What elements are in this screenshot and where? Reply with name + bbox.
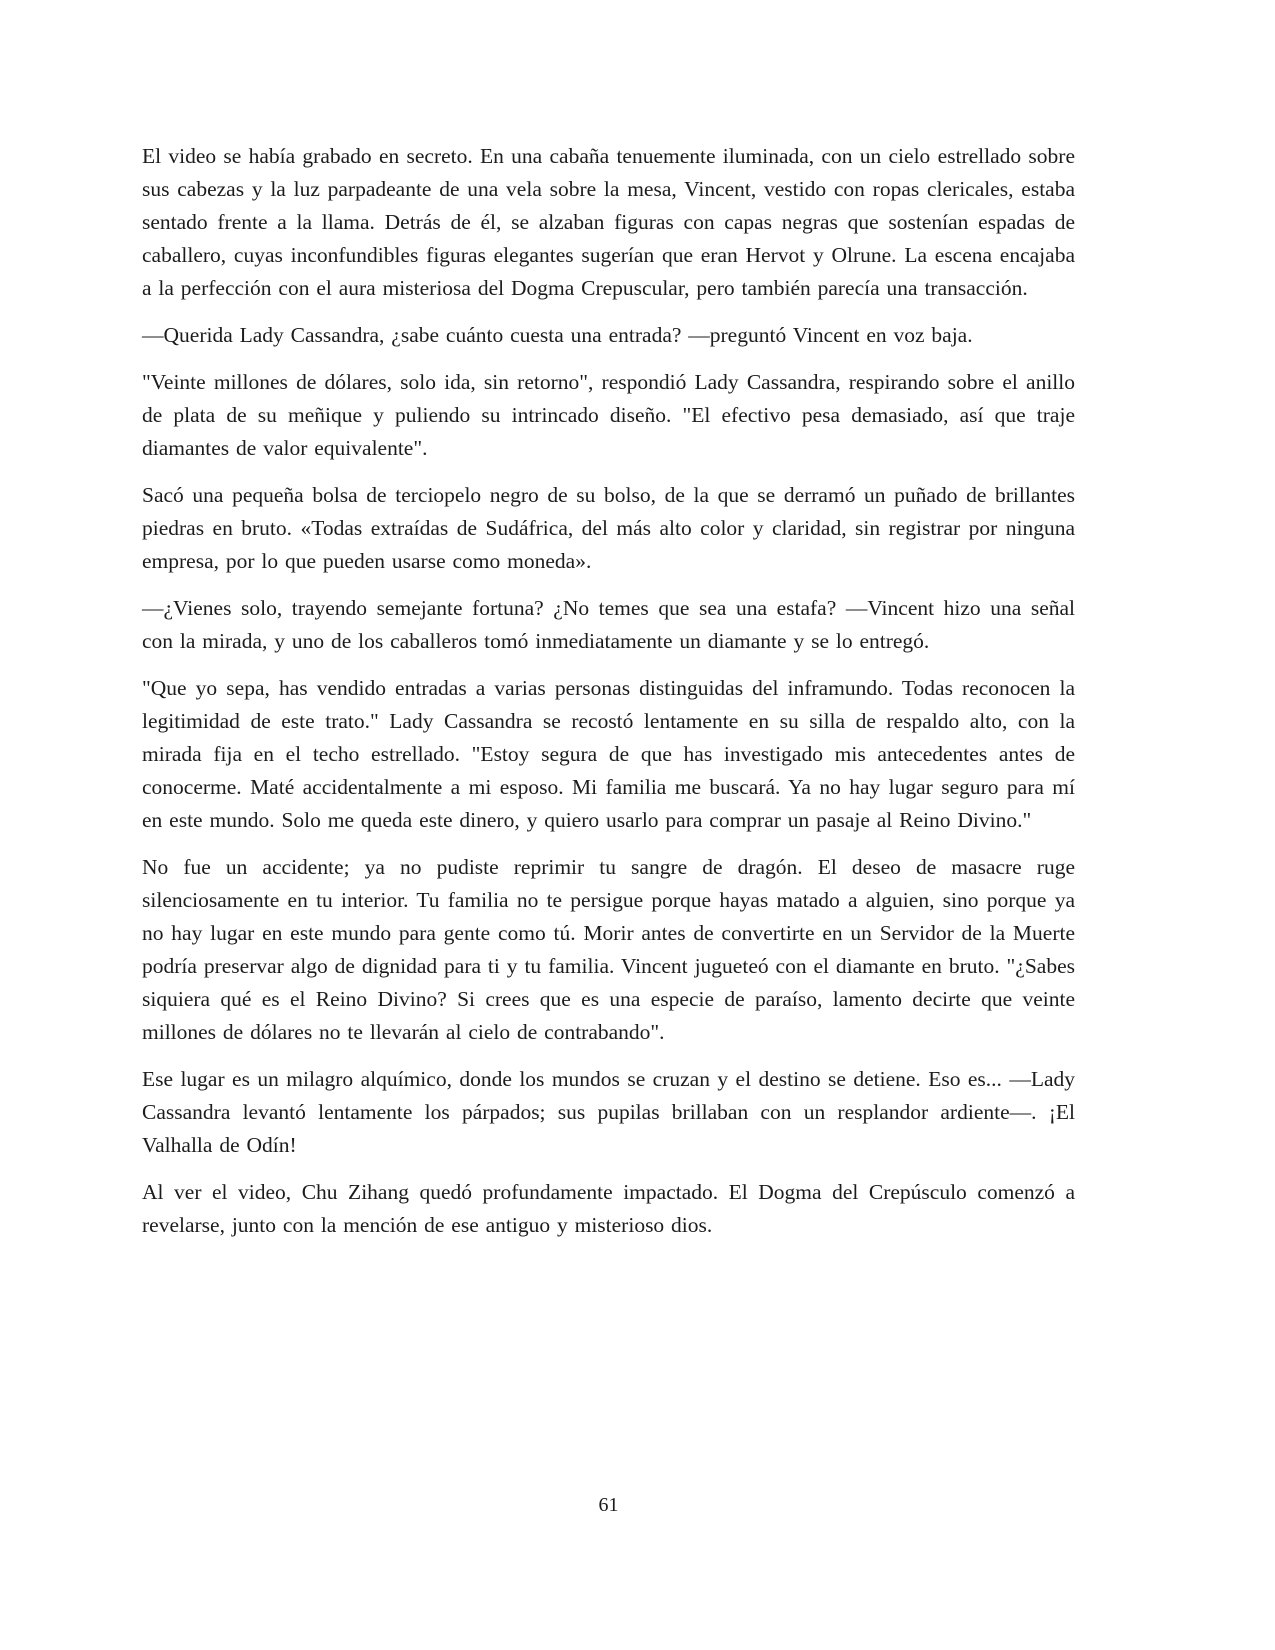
page-number: 61 <box>598 1494 619 1516</box>
paragraph: —¿Vienes solo, trayendo semejante fortuna? ¿No temes que sea una estafa? —Vincent hizo una señal con la mirada, y uno de los caballeros tomó inmediatamente un diamante y se lo entregó. <box>142 596 1075 653</box>
paragraph: El video se había grabado en secreto. En una cabaña tenuemente iluminada, con un cielo estrellado sobre sus cabezas y la luz parpadeante de una vela sobre la mesa, Vincent, vestido con ropas clericales, estaba sentado frente a la llama. Detrás de él, se alzaban figuras con capas negras que sostenían espadas de caballero, cuyas inconfundibles figuras elegantes sugerían que eran Hervot y Olrune. La escena encajaba a la perfección con el aura misteriosa del Dogma Crepuscular, pero también parecía una transacción. <box>142 144 1075 300</box>
paragraph: Sacó una pequeña bolsa de terciopelo negro de su bolso, de la que se derramó un puñado de brillantes piedras en bruto. «Todas extraídas de Sudáfrica, del más alto color y claridad, sin registrar por ninguna empresa, por lo que pueden usarse como moneda». <box>142 483 1075 573</box>
page-content <box>142 140 1075 1256</box>
paragraph: "Veinte millones de dólares, solo ida, sin retorno", respondió Lady Cassandra, respirando sobre el anillo de plata de su meñique y puliendo su intrincado diseño. "El efectivo pesa demasiado, así que traje diamantes de valor equivalente". <box>142 370 1075 460</box>
paragraph: Ese lugar es un milagro alquímico, donde los mundos se cruzan y el destino se detiene. Eso es... —Lady Cassandra levantó lentamente los párpados; sus pupilas brillaban con un resplandor ardiente—. ¡El Valhalla de Odín! <box>142 1067 1075 1157</box>
paragraph: —Querida Lady Cassandra, ¿sabe cuánto cuesta una entrada? —preguntó Vincent en voz baja. <box>142 323 973 347</box>
paragraph: No fue un accidente; ya no pudiste reprimir tu sangre de dragón. El deseo de masacre ruge silenciosamente en tu interior. Tu familia no te persigue porque hayas matado a alguien, sino porque ya no hay lugar en este mundo para gente como tú. Morir antes de convertirte en un Servidor de la Muerte podría preservar algo de dignidad para ti y tu familia. Vincent jugueteó con el diamante en bruto. "¿Sabes siquiera qué es el Reino Divino? Si crees que es una especie de paraíso, lamento decirte que veinte millones de dólares no te llevarán al cielo de contrabando". <box>142 855 1075 1044</box>
paragraph: Al ver el video, Chu Zihang quedó profundamente impactado. El Dogma del Crepúsculo comenzó a revelarse, junto con la mención de ese antiguo y misterioso dios. <box>142 1180 1075 1237</box>
paragraph: "Que yo sepa, has vendido entradas a varias personas distinguidas del inframundo. Todas reconocen la legitimidad de este trato." Lady Cassandra se recostó lentamente en su silla de respaldo alto, con la mirada fija en el techo estrellado. "Estoy segura de que has investigado mis antecedentes antes de conocerme. Maté accidentalmente a mi esposo. Mi familia me buscará. Ya no hay lugar seguro para mí en este mundo. Solo me queda este dinero, y quiero usarlo para comprar un pasaje al Reino Divino." <box>142 676 1075 832</box>
